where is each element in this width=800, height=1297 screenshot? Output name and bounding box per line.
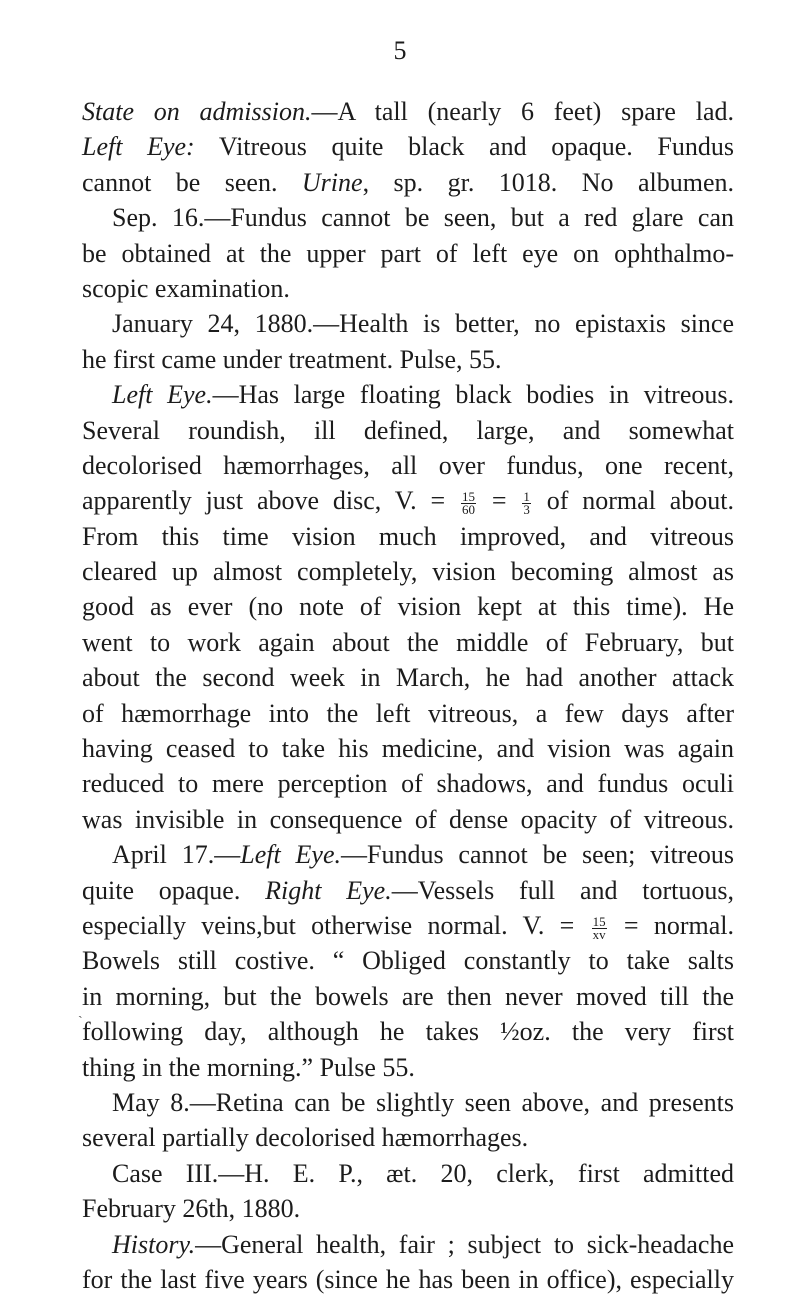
text-line: [82, 165, 734, 200]
fraction-denominator: xv: [592, 926, 606, 942]
text-run: scopic examination.: [82, 273, 290, 303]
italic-text: Right Eye.: [265, 875, 392, 905]
text-run: apparently just above disc, V. =: [82, 486, 459, 516]
text-run: cleared up almost completely, vision becoming almost as: [82, 557, 734, 587]
page-number: 5: [393, 36, 407, 65]
fraction-denominator: 3: [523, 501, 530, 517]
text-line: [82, 625, 734, 660]
fraction: [522, 488, 531, 517]
text-run: Bowels still costive. “ Obliged constantly to take salts: [82, 946, 734, 976]
text-run: —Vessels full and tortuous,: [391, 875, 734, 905]
text-run: Sep. 16.—Fundus cannot be seen, but a red glare can: [112, 203, 734, 233]
text-run: =: [478, 486, 521, 516]
text-run: April 17.—: [112, 840, 241, 870]
text-line: [82, 1227, 734, 1262]
text-line: [82, 837, 734, 872]
text-run: he first came under treatment. Pulse, 55.: [82, 344, 502, 374]
margin-mark: ˎ: [78, 1004, 83, 1019]
text-run: quite opaque.: [82, 875, 266, 905]
text-line: [82, 873, 734, 908]
text-run: be obtained at the upper part of left eye on ophthalmo-: [82, 238, 734, 268]
text-line: [82, 908, 734, 943]
text-run: about the second week in March, he had another attack: [82, 663, 734, 693]
text-run: for the last five years (since he has been in office), especially: [82, 1264, 734, 1294]
text-run: thing in the morning.” Pulse 55.: [82, 1052, 415, 1082]
text-line: [82, 802, 734, 837]
text-run: Vitreous quite black and opaque. Fundus: [194, 132, 734, 162]
text-line: [82, 236, 734, 271]
text-run: February 26th, 1880.: [82, 1194, 301, 1224]
text-run: especially veins,but otherwise normal. V. =: [82, 910, 590, 940]
italic-text: Left Eye.: [240, 840, 341, 870]
text-line: [82, 554, 734, 589]
text-line: [82, 413, 734, 448]
text-line: [82, 519, 734, 554]
text-run: —Fundus cannot be seen; vitreous: [341, 840, 734, 870]
italic-text: State on admission.: [82, 97, 312, 126]
italic-text: Left Eye.: [112, 380, 213, 410]
text-line: [82, 342, 734, 377]
fraction-numerator: 15: [592, 913, 606, 929]
text-line: [82, 306, 734, 341]
text-run: of normal about.: [532, 486, 734, 516]
text-run: = normal.: [608, 910, 734, 940]
italic-text: Urine: [301, 167, 363, 197]
text-line: [82, 731, 734, 766]
text-run: —Has large floating black bodies in vitreous.: [212, 380, 734, 410]
text-line: [82, 1262, 734, 1297]
text-run: in morning, but the bowels are then never moved till the: [82, 981, 734, 1011]
text-line: [82, 129, 734, 164]
text-run: May 8.—Retina can be slightly seen above, and presents: [112, 1087, 734, 1117]
text-line: [82, 483, 734, 518]
text-run: having ceased to take his medicine, and vision was again: [82, 734, 734, 764]
text-run: —A tall (nearly 6 feet) spare lad.: [311, 97, 734, 126]
text-run: went to work again about the middle of February, but: [82, 627, 734, 657]
text-run: January 24, 1880.—Health is better, no epistaxis since: [112, 309, 734, 339]
fraction: [461, 488, 476, 517]
text-run: decolorised hæmorrhages, all over fundus, one recent,: [82, 450, 734, 480]
text-run: Several roundish, ill defined, large, and somewhat: [82, 415, 734, 445]
text-line: [82, 943, 734, 978]
text-run: Case III.—H. E. P., æt. 20, clerk, first admitted: [112, 1158, 734, 1188]
text-run: cannot be seen.: [82, 167, 302, 197]
text-line: [82, 1156, 734, 1191]
fraction-numerator: 15: [462, 488, 475, 504]
text-run: following day, although he takes ½oz. the very first: [82, 1017, 734, 1047]
text-run: several partially decolorised hæmorrhages.: [82, 1123, 529, 1153]
text-run: , sp. gr. 1018. No albumen.: [362, 167, 734, 197]
text-line: [82, 979, 734, 1014]
text-line: [82, 589, 734, 624]
text-line: [82, 1085, 734, 1120]
text-line: [82, 696, 734, 731]
italic-text: History.: [112, 1229, 196, 1259]
text-run: —General health, fair ; subject to sick-headache: [195, 1229, 734, 1259]
text-run: good as ever (no note of vision kept at this time). He: [82, 592, 734, 622]
fraction-denominator: 60: [462, 501, 475, 517]
text-line: [82, 766, 734, 801]
text-line: [82, 660, 734, 695]
body-text: [82, 94, 734, 1297]
fraction: [592, 913, 607, 942]
text-line: [82, 1014, 734, 1049]
text-line: [82, 1120, 734, 1155]
fraction-numerator: 1: [523, 488, 530, 504]
text-line: [82, 1050, 734, 1085]
text-line: [82, 271, 734, 306]
text-run: was invisible in consequence of dense opacity of vitreous.: [82, 804, 734, 834]
text-run: From this time vision much improved, and vitreous: [82, 521, 734, 551]
text-line: [82, 448, 734, 483]
text-run: of hæmorrhage into the left vitreous, a few days after: [82, 698, 734, 728]
text-line: [82, 1191, 734, 1226]
text-line: [82, 94, 734, 129]
text-line: [82, 200, 734, 235]
text-line: [82, 377, 734, 412]
text-run: reduced to mere perception of shadows, and fundus oculi: [82, 769, 734, 799]
italic-text: Left Eye:: [82, 132, 195, 162]
